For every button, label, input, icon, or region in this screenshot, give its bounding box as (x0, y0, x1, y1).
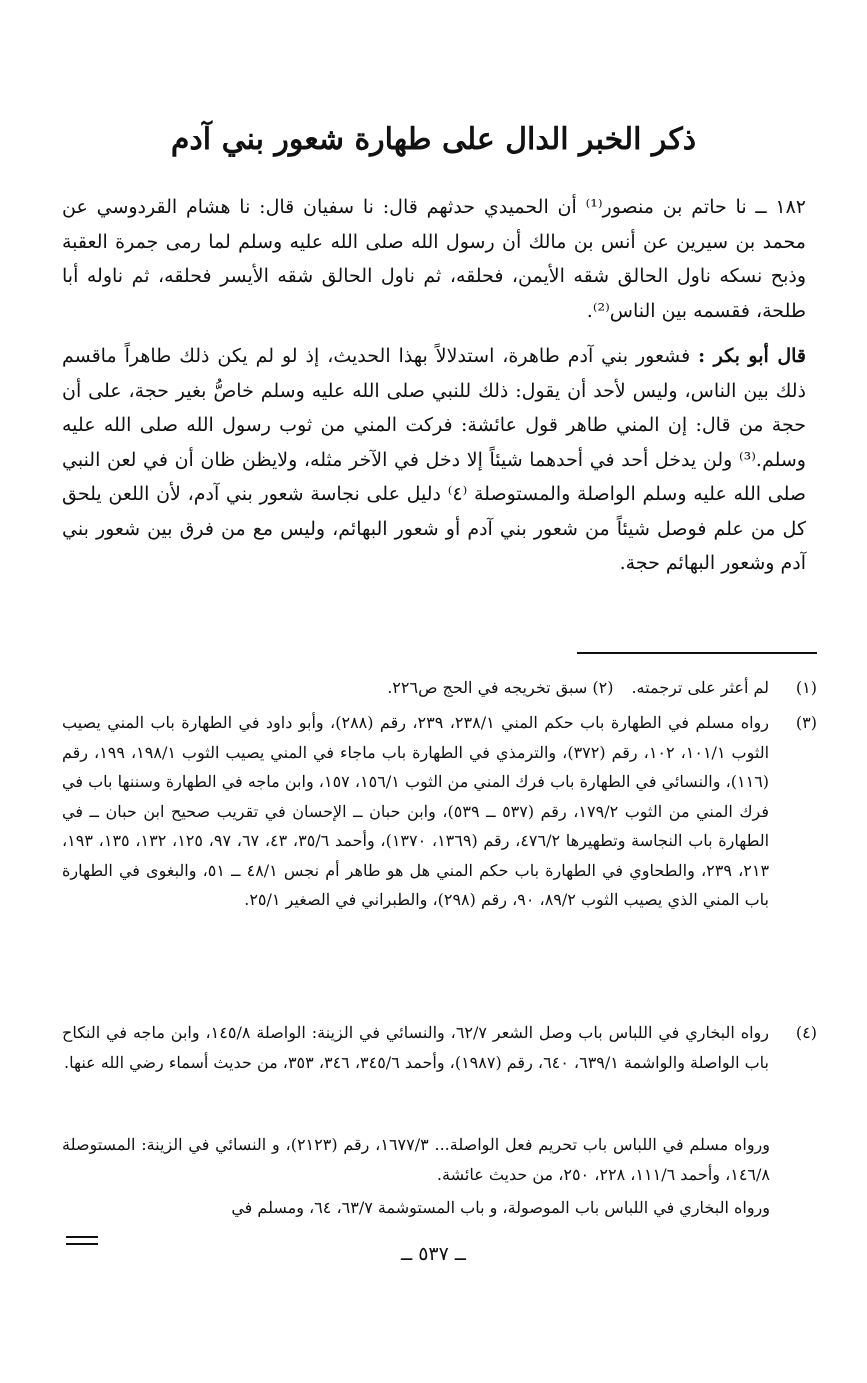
footnote-line-1-2 (62, 673, 817, 703)
footnote-continuation: ورواه مسلم في اللباس باب تحريم فعل الواصلة... ١٦٧٧/٣، رقم (٢١٢٣)، و النسائي في الزينة: المستوصلة ١٤٦/٨، وأحمد ١١١/٦، ٢٢٨، ٢٥٠، من حديث عائشة. (62, 1135, 770, 1184)
commentary-lead: قال أبو بكر : (698, 345, 806, 367)
footnote-number: (١) (795, 678, 817, 697)
footnote-body (62, 673, 769, 703)
footnote-text: رواه مسلم في الطهارة باب حكم المني ٢٣٨/١، ٢٣٩، رقم (٢٨٨)، وأبو داود في الطهارة باب المني يصيب الثوب ١٠١/١، ١٠٢، رقم (٣٧٢)، والترمذي في الطهارة باب ماجاء في المني يصيب الثوب ١٩٨/١، ١٩٩، رقم (١١٦)، والنسائي في الطهارة باب فرك المني من الثوب ١٥٦/١، ١٥٧، وابن ماجه في الطهارة وسننها باب في فرك المني من الثوب ١٧٩/٢، رقم (٥٣٧ ــ ٥٣٩)، وابن حبان ــ الإحسان في تقريب صحيح ابن حبان ــ في الطهارة باب النجاسة وتطهيرها ٤٧٦/٢، رقم (١٣٦٩، ١٣٧٠)، وأحمد ٣٥/٦، ٤٣، ٦٧، ٩٧، ١٢٥، ١٣٢، ١٣٥، ١٩٣، ٢١٣، ٢٣٩، والطحاوي في الطهارة باب حكم المني هل هو طاهر أم نجس ٤٨/١ ــ ٥١، والبغوى في الطهارة باب المني الذي يصيب الثوب ٨٩/٢، ٩٠، رقم (٢٩٨)، والطبراني في الصغير ٢٥/١. (62, 713, 770, 909)
hadith-paragraph: ١٨٢ ــ نا حاتم بن منصور⁽¹⁾ أن الحميدي حدثهم قال: نا سفيان قال: نا هشام القردوسي عن محمد بن سيرين عن أنس بن مالك أن رسول الله صلى الله عليه وسلم لما رمى جمرة العقبة وذبح نسكه ناول الحالق شقه الأيمن، فحلقه، ثم ناول الحالق شقه الأيسر فحلقه، ثم ناوله أبا طلحة، فقسمه بين الناس⁽²⁾. (62, 196, 806, 322)
footnote-text: رواه البخاري في اللباس باب وصل الشعر ٦٢/٧، والنسائي في الزينة: الواصلة ١٤٥/٨، وابن ماجه في النكاح باب الواصلة والواشمة ٦٣٩/١، ٦٤٠، رقم (١٩٨٧)، وأحمد ٣٤٥/٦، ٣٤٦، ٣٥٣، من حديث أسماء رضي الله عنها. (62, 1023, 769, 1072)
footnote-number: (٢) (592, 678, 614, 697)
page-number: ــ ٥٣٧ ــ (401, 1243, 466, 1265)
footnote-4 (62, 1018, 817, 1077)
commentary-text: فشعور بني آدم طاهرة، استدلالاً بهذا الحديث، إذ لو لم يكن ذلك طاهراً ماقسم ذلك بين الناس، وليس لأحد أن يقول: ذلك للنبي صلى الله عليه وسلم خاصُّ بغير حجة، على أن حجة من قال: إن المني طاهر قول عائشة: فركت المني من ثوب رسول الله صلى الله عليه وسلم.⁽³⁾ ولن يدخل أحد في أحدهما شيئاً إلا دخل في الآخر مثله، ولايظن ظان أن في لعن النبي صلى الله عليه وسلم الواصلة والمستوصلة ⁽٤⁾ دليل على نجاسة شعور بني آدم، لأن اللعن يلحق كل من علم فوصل شيئاً من شعور بني آدم أو شعور البهائم، وليس مع من فرق بين شعور بني آدم وشعور البهائم حجة. (62, 345, 806, 574)
footnote-continuation: ورواه البخاري في اللباس باب الموصولة، و باب المستوشمة ٦٣/٧، ٦٤، ومسلم في (231, 1198, 770, 1217)
footnote-separator (577, 652, 817, 654)
footnote-3 (62, 708, 817, 915)
footnote-text: لم أعثر على ترجمته. (631, 678, 769, 697)
footnote-text: سبق تخريجه في الحج ص٢٢٦. (387, 678, 588, 697)
footnote-number: (٣) (795, 713, 817, 732)
footnote-number: (٤) (795, 1023, 817, 1042)
section-title: ذكر الخبر الدال على طهارة شعور بني آدم (170, 122, 697, 157)
commentary-paragraph (62, 339, 806, 581)
